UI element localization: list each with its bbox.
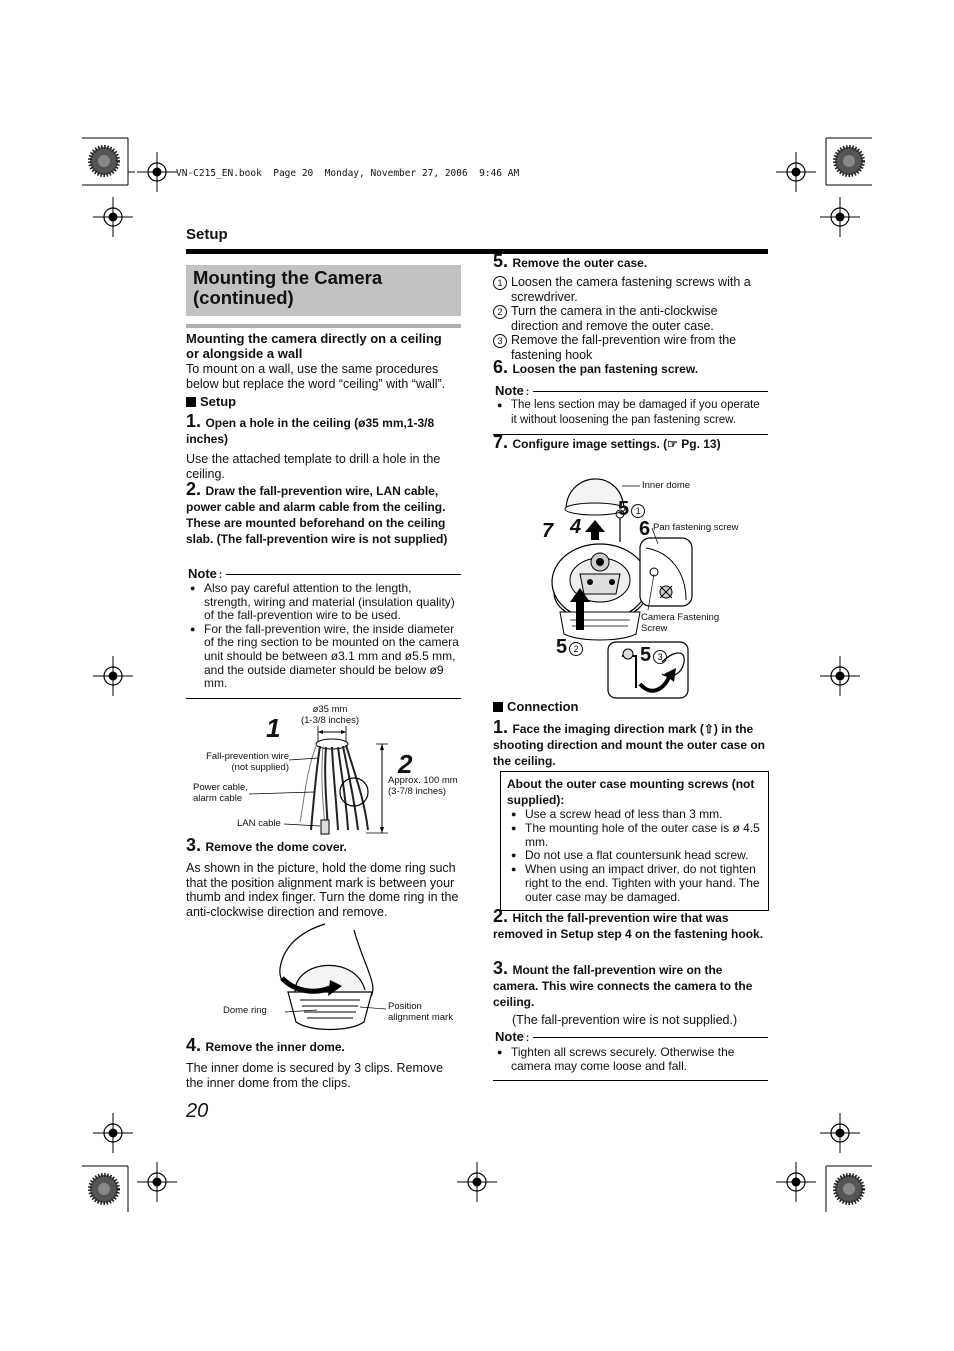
note-rule bbox=[533, 1037, 768, 1038]
page-title-line1: Mounting the Camera bbox=[193, 267, 383, 288]
step-7: 7. Configure image settings. (☞ Pg. 13) bbox=[493, 432, 721, 452]
note-end-rule bbox=[493, 1080, 768, 1081]
lan-cable-label: LAN cable bbox=[237, 818, 281, 829]
fig3-label-6: 6 bbox=[639, 518, 651, 540]
screws-info-item: ● The mounting hole of the outer case is ø 4.5 mm. bbox=[507, 822, 762, 850]
title-banner bbox=[186, 265, 461, 316]
step-2: 2. Draw the fall-prevention wire, LAN cable, power cable and alarm cable from the ceiling. These are mounted beforehand on the ceiling slab. (The fall-prevention wire is not supplied) bbox=[186, 479, 448, 546]
step-5-label: Remove the outer case. bbox=[512, 256, 648, 270]
step-7-label: Configure image settings. (☞ Pg. 13) bbox=[512, 437, 721, 451]
position-mark-label: Position alignment mark bbox=[388, 1001, 453, 1023]
fall-prevention-label: Fall-prevention wire (not supplied) bbox=[206, 751, 289, 773]
intro-text: To mount on a wall, use the same procedures below but replace the word “ceiling” with “wall”. bbox=[186, 362, 446, 391]
diameter-label: ø35 mm (1-3/8 inches) bbox=[300, 704, 360, 726]
step-2-label: Draw the fall-prevention wire, LAN cable, power cable and alarm cable from the ceiling. These are mounted beforehand on the ceiling slab. (The fall-prevention wire is not supplied) bbox=[186, 484, 448, 546]
screws-info-item: ● Do not use a flat countersunk head screw. bbox=[507, 849, 762, 863]
step-1: 1. Open a hole in the ceiling (ø35 mm,1-3/8 inches) bbox=[186, 411, 435, 446]
note-rule bbox=[226, 574, 461, 575]
step-5-list bbox=[493, 275, 768, 362]
subheading: Mounting the camera directly on a ceiling or alongside a wall bbox=[186, 331, 442, 361]
page-number: 20 bbox=[186, 1100, 209, 1122]
step-3: 3. Remove the dome cover. bbox=[186, 835, 347, 855]
fig3-label-5-2: 5 2 bbox=[556, 636, 587, 659]
screws-info-title: About the outer case mounting screws (not supplied): bbox=[507, 777, 755, 807]
connection-step-3-label: Mount the fall-prevention wire on the camera. This wire connects the camera to the ceiling. bbox=[493, 963, 753, 1009]
step-1-body: Use the attached template to drill a hole in the ceiling. bbox=[186, 452, 441, 481]
fig1-step-number-2: 2 bbox=[398, 749, 413, 779]
step-1-label: Open a hole in the ceiling (ø35 mm,1-3/8 inches) bbox=[186, 416, 435, 446]
step-3-label: Remove the dome cover. bbox=[205, 840, 347, 854]
step-4-label: Remove the inner dome. bbox=[205, 1040, 345, 1054]
screws-info-list bbox=[507, 808, 762, 905]
inner-dome-label: Inner dome bbox=[642, 480, 691, 491]
step-4: 4. Remove the inner dome. bbox=[186, 1035, 345, 1055]
connection-step-1-label: Face the imaging direction mark (⇧) in the shooting direction and mount the outer case on the ceiling. bbox=[493, 722, 766, 768]
fig3-label-5-1: 5 1 bbox=[618, 498, 649, 521]
step-5-item: 2 Turn the camera in the anti-clockwise direction and remove the outer case. bbox=[493, 304, 768, 333]
connection-step-2-label: Hitch the fall-prevention wire that was removed in Setup step 4 on the fastening hook. bbox=[493, 911, 764, 941]
connection-step-2: 2. Hitch the fall-prevention wire that was removed in Setup step 4 on the fastening hook. bbox=[493, 906, 764, 941]
note-label: Note : bbox=[495, 383, 530, 398]
setup-heading: Setup bbox=[186, 394, 236, 409]
square-bullet-icon bbox=[186, 397, 196, 407]
page-title-line2: (continued) bbox=[193, 287, 294, 308]
section-label: Setup bbox=[186, 226, 228, 243]
step-5-item: 3 Remove the fall-prevention wire from the fastening hook bbox=[493, 333, 768, 362]
step-6: 6. Loosen the pan fastening screw. bbox=[493, 357, 699, 377]
square-bullet-icon bbox=[493, 702, 503, 712]
step-4-body: The inner dome is secured by 3 clips. Remove the inner dome from the clips. bbox=[186, 1061, 444, 1090]
note-rule bbox=[533, 391, 768, 392]
note-2: ● Tighten all screws securely. Otherwise the camera may come loose and fall. bbox=[493, 1045, 765, 1073]
connection-step-1: 1. Face the imaging direction mark (⇧) in the shooting direction and mount the outer case on the ceiling. bbox=[493, 717, 766, 768]
approx-length-label: Approx. 100 mm (3-7/8 inches) bbox=[388, 775, 458, 797]
dome-removal-figure bbox=[260, 922, 390, 1037]
note-list bbox=[186, 582, 461, 691]
pan-screw-label: Pan fastening screw bbox=[653, 522, 739, 533]
note-end-rule bbox=[186, 698, 461, 699]
camera-fastening-screw-label: Camera Fastening Screw bbox=[641, 612, 720, 634]
dome-ring-label: Dome ring bbox=[223, 1005, 267, 1016]
screws-info-item: ● When using an impact driver, do not tighten right to the end. Tighten with your hand. The outer case may be damaged. bbox=[507, 863, 762, 904]
note-1: ● The lens section may be damaged if you operate it without loosening the pan fastening screw. bbox=[493, 398, 768, 427]
file-header-info: VN-C215_EN.book Page 20 Monday, November 27, 2006 9:46 AM bbox=[176, 168, 520, 179]
step-5: 5. Remove the outer case. bbox=[493, 251, 648, 271]
note-label: Note : bbox=[495, 1029, 530, 1044]
fig3-label-5-3: 5 3 bbox=[640, 644, 671, 667]
step-5-item: 1 Loosen the camera fastening screws with a screwdriver. bbox=[493, 275, 768, 304]
step-6-label: Loosen the pan fastening screw. bbox=[512, 362, 699, 376]
connection-step-3: 3. Mount the fall-prevention wire on the camera. This wire connects the camera to the ceiling. bbox=[493, 958, 753, 1009]
connection-step-3-body: (The fall-prevention wire is not supplied.) bbox=[512, 1013, 738, 1027]
note-item: ● For the fall-prevention wire, the inside diameter of the ring section to be mounted on the camera unit should be between ø3.1 mm and ø5.5 mm, and the outside diameter should be below ø9 mm. bbox=[186, 623, 461, 691]
screws-info-item: ● Use a screw head of less than 3 mm. bbox=[507, 808, 762, 822]
fig1-step-number-1: 1 bbox=[266, 713, 281, 743]
screws-info-box bbox=[500, 771, 769, 911]
fig3-label-4: 4 bbox=[570, 516, 582, 538]
connection-heading: Connection bbox=[493, 699, 579, 714]
step-3-body: As shown in the picture, hold the dome ring such that the position alignment mark is between your thumb and index finger. Turn the dome ring in the anti-clockwise direction and remove. bbox=[186, 861, 459, 919]
subheading-rule bbox=[186, 324, 461, 328]
fig3-label-7: 7 bbox=[542, 520, 554, 542]
note-item: ● Also pay careful attention to the length, strength, wiring and material (insulation quality) of the fall-prevention wire to be used. bbox=[186, 582, 461, 623]
power-cable-label: Power cable, alarm cable bbox=[193, 782, 248, 804]
note-label: Note : bbox=[188, 566, 223, 581]
